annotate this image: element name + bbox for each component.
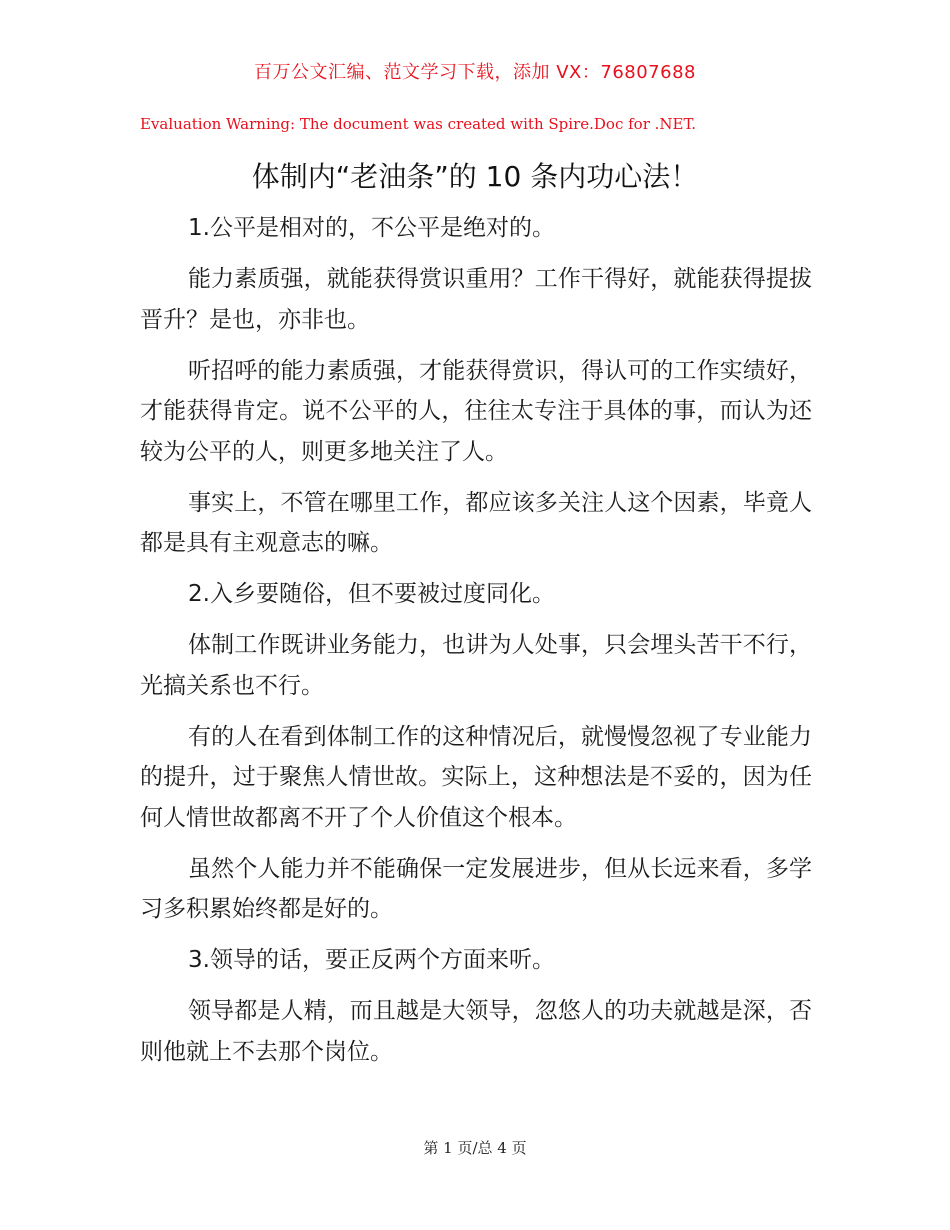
- paragraph: 领导都是人精，而且越是大领导，忽悠人的功夫就越是深，否则他就上不去那个岗位。: [140, 998, 812, 1065]
- paragraph: 事实上，不管在哪里工作，都应该多关注人这个因素，毕竟人都是具有主观意志的嘛。: [140, 489, 812, 556]
- heading-point-1: 1.公平是相对的，不公平是绝对的。: [188, 215, 555, 241]
- paragraph: 虽然个人能力并不能确保一定发展进步，但从长远来看，多学习多积累始终都是好的。: [140, 855, 812, 922]
- evaluation-warning: Evaluation Warning: The document was created with Spire.Doc for .NET.: [140, 115, 697, 133]
- paragraph: 听招呼的能力素质强，才能获得赏识，得认可的工作实绩好，才能获得肯定。说不公平的人，往往太专注于具体的事，而认为还较为公平的人，则更多地关注了人。: [140, 357, 812, 465]
- heading-point-3: 3.领导的话，要正反两个方面来听。: [188, 947, 555, 973]
- page-title: 体制内“老油条”的 10 条内功心法！: [251, 160, 699, 193]
- heading-point-2: 2.入乡要随俗，但不要被过度同化。: [188, 581, 555, 607]
- paragraph: 能力素质强，就能获得赏识重用？工作干得好，就能获得提拔晋升？是也，亦非也。: [140, 266, 812, 333]
- paragraph: 体制工作既讲业务能力，也讲为人处事，只会埋头苦干不行，光搞关系也不行。: [140, 632, 812, 699]
- page-number-footer: 第 1 页/总 4 页: [423, 1139, 527, 1157]
- header-banner: 百万公文汇编、范文学习下载，添加 VX：76807688: [254, 62, 696, 83]
- document-body: [140, 208, 812, 1083]
- paragraph: 有的人在看到体制工作的这种情况后，就慢慢忽视了专业能力的提升，过于聚焦人情世故。实际上，这种想法是不妥的，因为任何人情世故都离不开了个人价值这个根本。: [140, 723, 812, 831]
